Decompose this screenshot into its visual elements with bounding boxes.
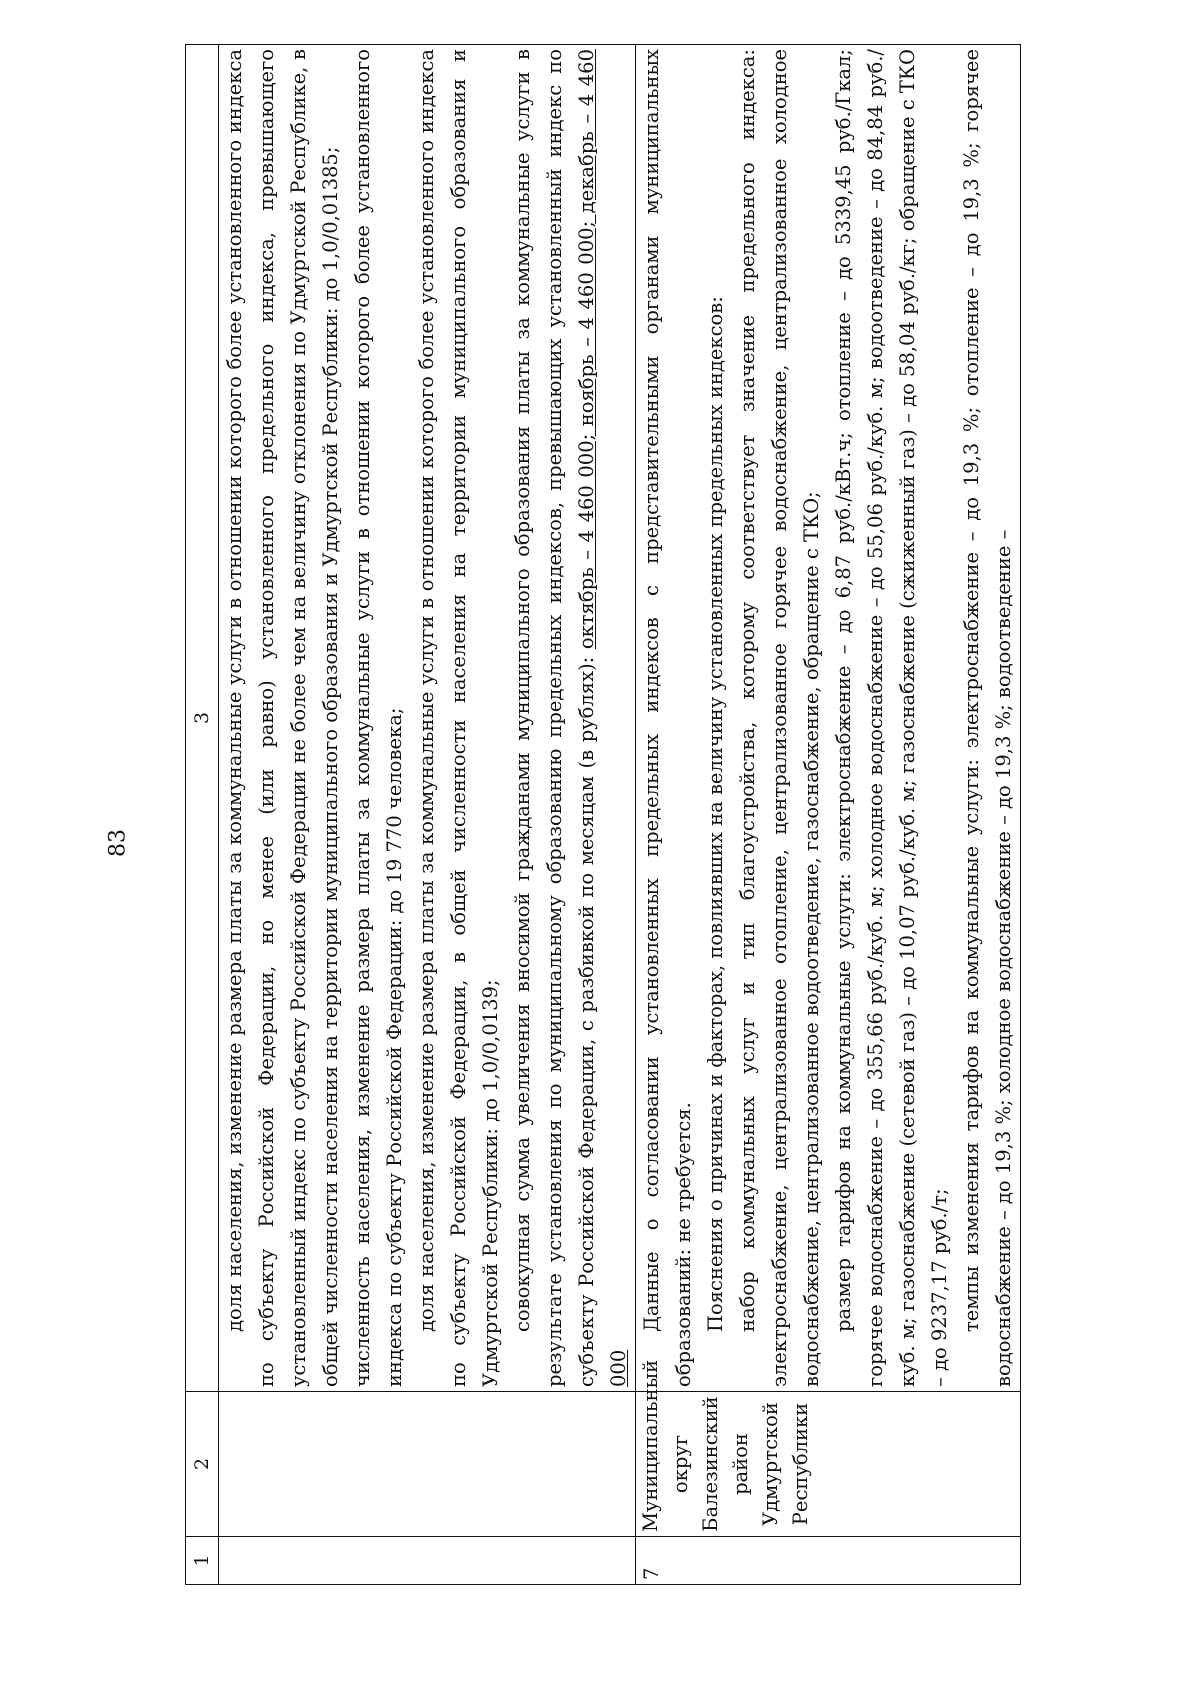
paragraph: размер тарифов на коммунальные услуги: электроснабжение – до 6,87 руб./кВт.ч; отопление – до 5339,45 руб./Гкал; горячее водоснабжение – до 355,66 руб./куб. м; холодное водоснабжение – до 55,06 руб./куб. м; водоотведение – до 84,84 руб./куб. м; газоснабжение (сетевой газ) – до 10,07 руб./куб. м; газоснабжение (сжиженный газ) – до 58,04 руб./кг; обращение с ТКО – до 9237,17 руб./т; [832,49,951,1387]
monthly-amounts: октябрь – 4 460 000; ноябрь – 4 460 000; декабрь – 4 460 000 [575,49,630,1387]
municipality-line: Муниципальный [639,1359,662,1532]
municipality-cell [636,1359,1021,1537]
municipality-line: округ [669,1434,692,1494]
details-cell [636,45,1021,1392]
page-number: 83 [105,829,131,857]
paragraph: численность населения, изменение размера платы за коммунальные услуги в отношении которого более установленного индекса по субъекту Российской Федерации: до 19 770 человека; [351,49,406,1387]
table-header-row [186,45,219,1585]
row-number-cell: 7 [636,1537,1021,1585]
paragraph [507,49,635,1387]
paragraph: доля населения, изменение размера платы за коммунальные услуги в отношении которого более установленного индекса по субъекту Российской Федерации, в общей численности населения на территории муниципального образования и Удмуртской Республики: до 1,0/0,0139; [415,49,502,1387]
document-table [185,44,1021,1585]
details-cell [219,45,636,1392]
paragraph: Данные о согласовании установленных предельных индексов с представительными органами муниципальных образований: не требуется. [640,49,695,1387]
municipality-line: Балезинский район [699,1396,752,1532]
municipality-line: Республики [789,1402,812,1526]
rotated-table-wrapper [185,45,1045,1585]
municipality-line: Удмуртской [759,1402,782,1526]
header-col-1: 1 [186,1537,219,1585]
row-number-cell [219,1537,636,1585]
paragraph: Пояснения о причинах и факторах, повлиявших на величину установленных предельных индексов: [704,296,727,1332]
municipality-cell [219,1392,636,1537]
paragraph: темпы изменения тарифов на коммунальные услуги: электроснабжение – до 19,3 %; отопление – до 19,3 %; горячее водоснабжение – до 19,3 %; холодное водоснабжение – до 19,3 %; водоотведение – [960,49,1015,1387]
table-row-continuation [219,45,636,1585]
header-col-3: 3 [186,45,219,1392]
paragraph: доля населения, изменение размера платы за коммунальные услуги в отношении которого более установленного индекса по субъекту Российской Федерации, но менее (или равно) установленного предельного индекса, превышающего установленный индекс по субъекту Российской Федерации не более чем на величину отклонения по Удмуртской Республике, в общей численности населения на территории муниципального образования и Удмуртской Республики: до 1,0/0,01385; [223,49,342,1387]
paragraph: набор коммунальных услуг и тип благоустройства, которому соответствует значение предельного индекса: электроснабжение, централизованное отопление, централизованное горячее водоснабжение, централизованное холодное водоснабжение, централизованное водоотведение, газоснабжение, обращение с ТКО; [736,49,823,1387]
header-col-2: 2 [186,1392,219,1537]
table-row-7 [636,45,1021,1585]
paragraph-text: совокупная сумма увеличения вносимой гражданами муниципального образования платы за коммунальные услуги в результате установления по муниципальному образованию предельных индексов, превышающих установленный индекс по субъекту Российской Федерации, с разбивкой по месяцам (в рублях): [511,49,598,1387]
